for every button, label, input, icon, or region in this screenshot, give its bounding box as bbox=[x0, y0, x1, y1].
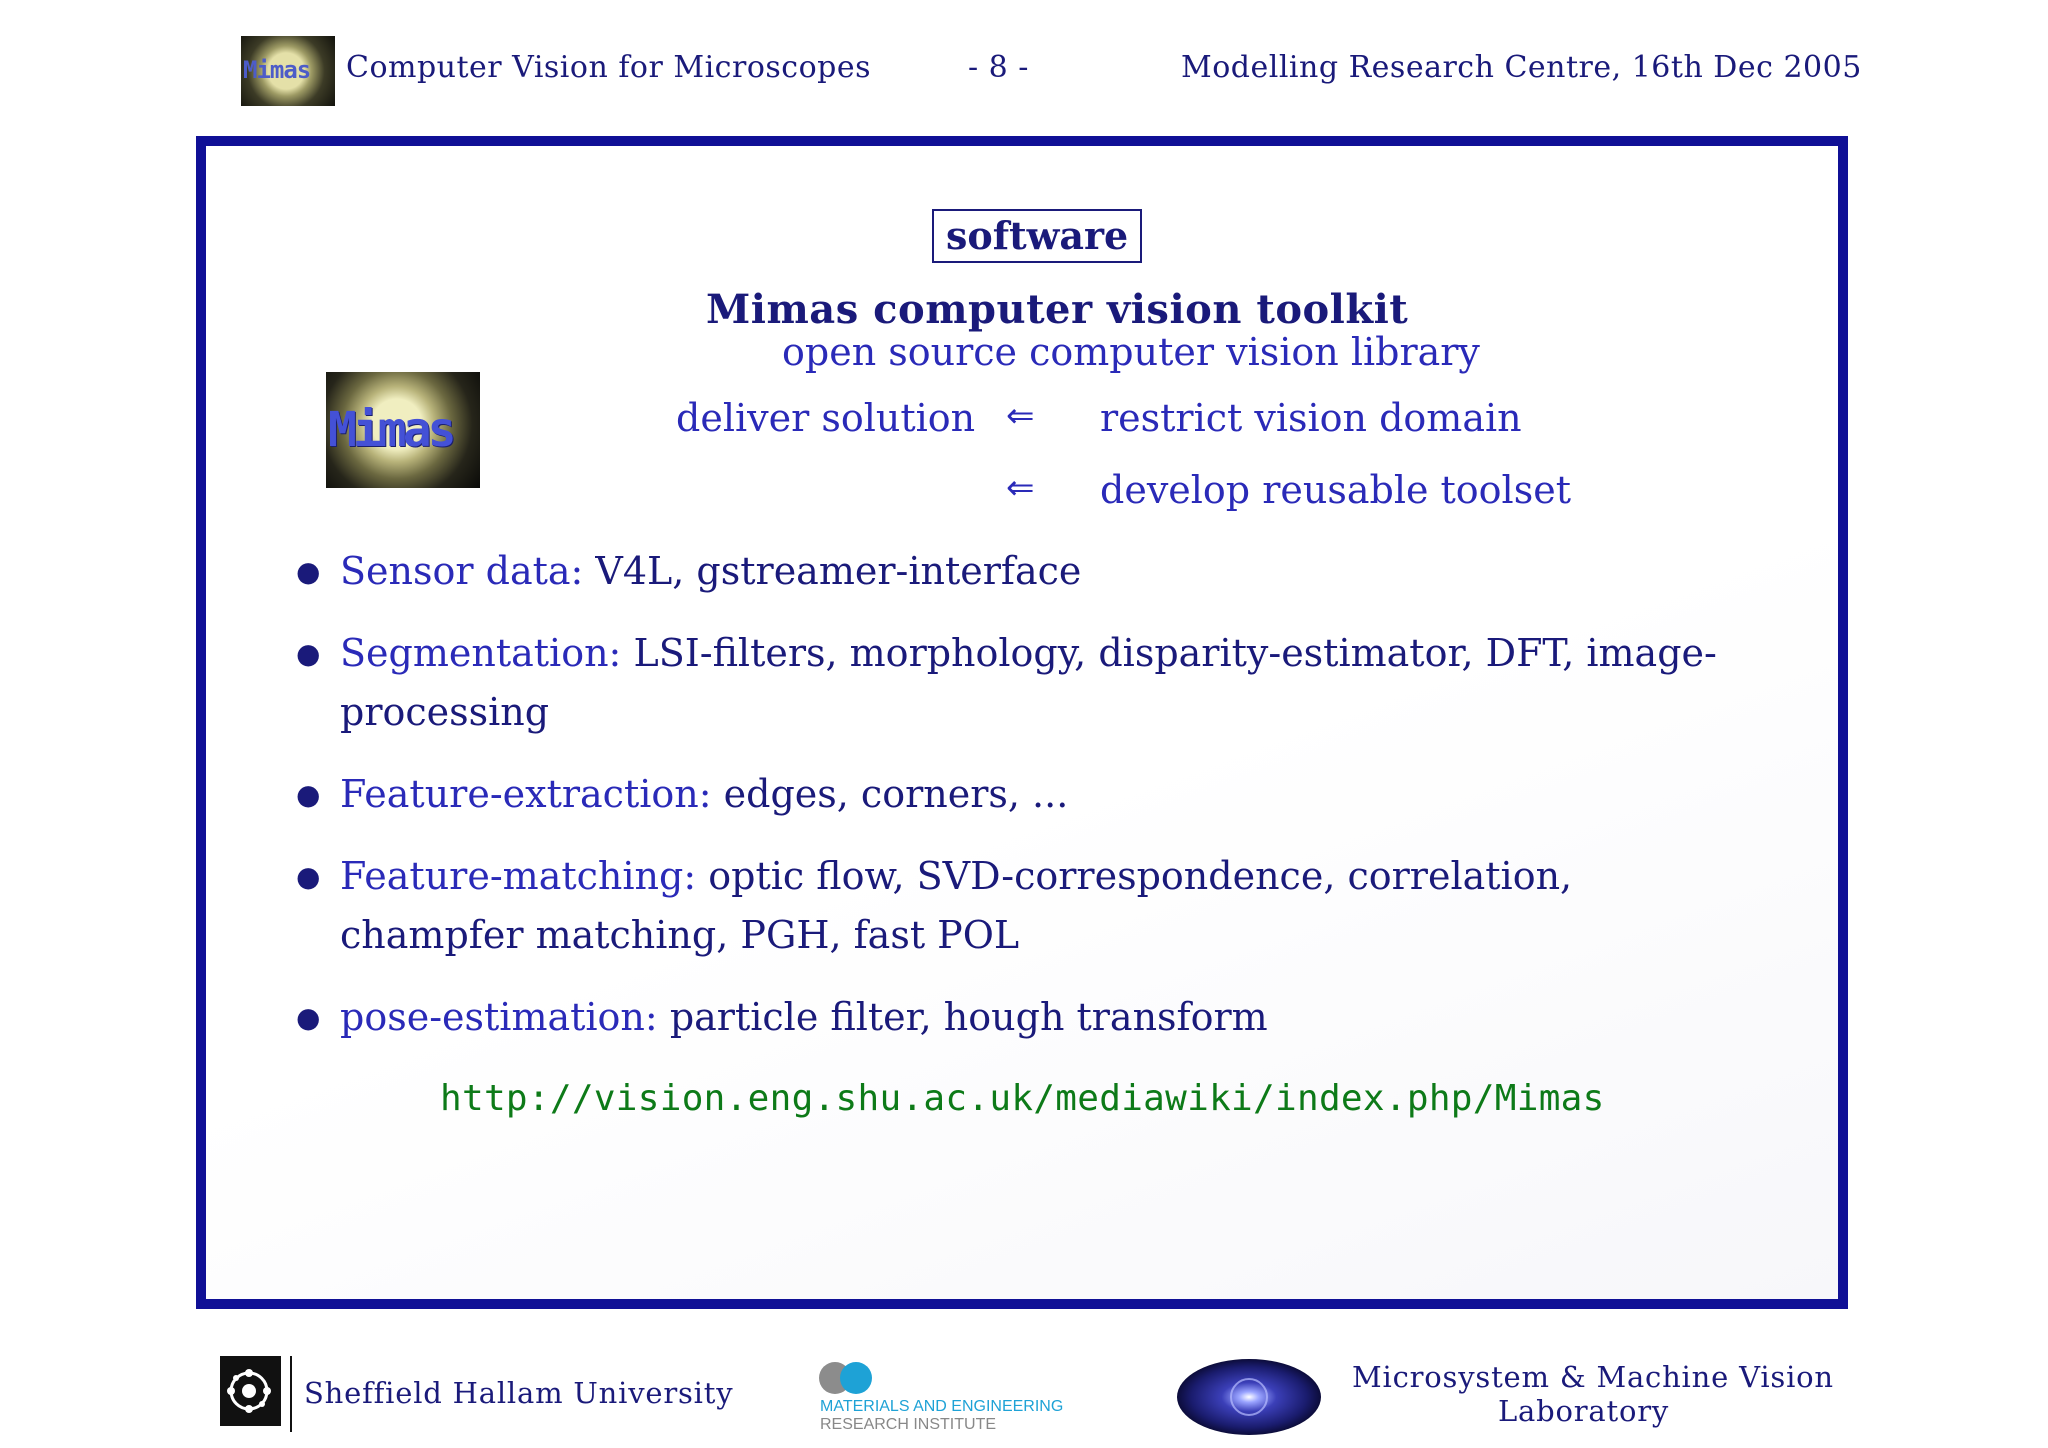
bullet-icon: ● bbox=[296, 778, 321, 811]
bullet-icon: ● bbox=[296, 860, 321, 893]
bullet-term: Feature-extraction: bbox=[340, 772, 712, 816]
slide-title: Mimas computer vision toolkit bbox=[706, 286, 1409, 333]
header-logo-text: Mimas bbox=[243, 56, 311, 84]
list-item bbox=[296, 988, 1756, 1047]
footer bbox=[0, 1330, 2048, 1448]
header-mimas-logo bbox=[241, 36, 335, 106]
left-double-arrow-icon: ⇐ bbox=[1006, 396, 1035, 436]
feature-list bbox=[296, 542, 1756, 1070]
university-name: Sheffield Hallam University bbox=[304, 1376, 734, 1410]
slide-subtitle: open source computer vision library bbox=[782, 330, 1480, 374]
bullet-term: Sensor data: bbox=[340, 549, 584, 593]
eye-logo-icon bbox=[1174, 1356, 1324, 1442]
bullet-desc: edges, corners, ... bbox=[723, 772, 1069, 816]
header-venue: Modelling Research Centre, 16th Dec 2005 bbox=[1181, 50, 1862, 85]
header-title: Computer Vision for Microscopes bbox=[346, 50, 871, 85]
bullet-desc: V4L, gstreamer-interface bbox=[595, 549, 1082, 593]
shu-logo-icon bbox=[220, 1356, 281, 1426]
relation-left: deliver solution bbox=[676, 396, 976, 440]
mimas-url-link[interactable]: http://vision.eng.shu.ac.uk/mediawiki/index.php/Mimas bbox=[440, 1078, 1605, 1119]
mimas-logo-text: Mimas bbox=[328, 402, 453, 458]
bullet-term: Segmentation: bbox=[340, 631, 622, 675]
footer-divider bbox=[290, 1356, 292, 1432]
lab-name-line1: Microsystem & Machine Vision bbox=[1352, 1360, 1834, 1394]
relation-right: restrict vision domain bbox=[1100, 396, 1522, 440]
bullet-icon: ● bbox=[296, 637, 321, 670]
bullet-desc: particle filter, hough transform bbox=[669, 995, 1268, 1039]
bullet-icon: ● bbox=[296, 1001, 321, 1034]
list-item bbox=[296, 847, 1756, 965]
bullet-term: Feature-matching: bbox=[340, 854, 697, 898]
left-double-arrow-icon: ⇐ bbox=[1006, 468, 1035, 508]
relation-right: develop reusable toolset bbox=[1100, 468, 1571, 512]
bullet-desc: LSI-filters, morphology, disparity-estimator, DFT, image-processing bbox=[340, 631, 1717, 734]
mimas-logo bbox=[326, 372, 480, 488]
section-label: software bbox=[932, 209, 1142, 263]
lab-name-line2: Laboratory bbox=[1498, 1394, 1670, 1428]
list-item bbox=[296, 542, 1756, 601]
list-item bbox=[296, 624, 1756, 742]
bullet-desc: optic flow, SVD-correspondence, correlation, champfer matching, PGH, fast POL bbox=[340, 854, 1573, 957]
meri-text-line1: MATERIALS AND ENGINEERING bbox=[820, 1398, 1064, 1415]
page-number: - 8 - bbox=[968, 50, 1029, 85]
list-item bbox=[296, 765, 1756, 824]
meri-circles-icon bbox=[818, 1360, 888, 1396]
slide-frame bbox=[196, 136, 1848, 1309]
meri-text-line2: RESEARCH INSTITUTE bbox=[820, 1416, 997, 1433]
bullet-icon: ● bbox=[296, 555, 321, 588]
bullet-term: pose-estimation: bbox=[340, 995, 658, 1039]
